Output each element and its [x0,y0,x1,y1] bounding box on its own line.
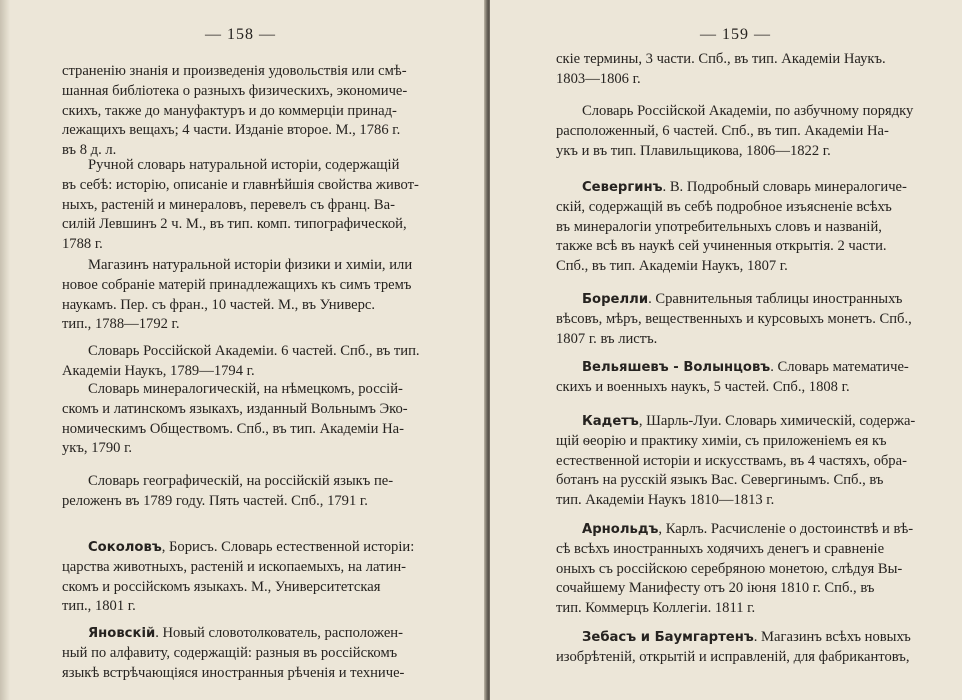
bibliography-entry [62,62,448,161]
text-line-rest: . Новый словотолкователь, расположен- [155,625,403,641]
page-number: — 158 — [205,26,276,43]
text-line: скомъ и латинскомъ языкахъ, изданный Вольнымъ Эко- [62,400,408,417]
text-line: ныхъ, растеній и минераловъ, перевелъ съ франц. Ва- [62,196,395,213]
bibliography-entry [556,50,934,90]
text-line: вѣсовъ, мѣръ, вещественныхъ и курсовыхъ монетъ. Спб., [556,310,912,327]
page-number: — 159 — [700,26,771,43]
text-line: шанная библіотека о разныхъ физическихъ, экономиче- [62,82,408,99]
text-line: 1807 г. въ листъ. [556,330,658,347]
text-line [556,290,934,310]
text-line [556,520,934,540]
text-line: тип., 1801 г. [62,598,136,615]
text-line: скихъ, также до мануфактуръ и до коммерціи принад- [62,102,397,119]
bibliography-entry [62,256,448,335]
text-line: скихъ и военныхъ наукъ, 5 частей. Спб., 1808 г. [556,378,850,395]
text-line: реложенъ въ 1789 году. Пять частей. Спб., 1791 г. [62,492,368,509]
text-line [556,358,934,378]
text-line: въ себѣ: исторію, описаніе и главнѣйшія свойства живот- [62,176,419,193]
bibliography-entry [556,290,934,349]
author-name: Арнольдъ [582,522,659,537]
text-line: сочайшему Манифесту отъ 20 іюня 1810 г. Спб., въ [556,580,875,597]
text-line [62,538,448,558]
bibliography-entry [62,156,448,255]
text-line: тип. Коммерцъ Коллегіи. 1811 г. [556,600,756,617]
text-line: оныхъ съ россійскою серебряною монетою, слѣдуя Вы- [556,560,903,577]
text-line: Ручной словарь натуральной исторіи, содержащій [88,157,400,173]
text-line: Спб., въ тип. Академіи Наукъ, 1807 г. [556,258,788,275]
text-line: скій, содержащій въ себѣ подробное изъясненіе всѣхъ [556,198,892,215]
text-line: новое собраніе матерій принадлежащихъ къ симъ тремъ [62,276,412,293]
text-line [556,412,934,432]
author-name: Яновскій [88,626,156,641]
text-line: тип., 1788—1792 г. [62,316,180,333]
bibliography-entry [62,624,448,683]
text-line-rest: . Сравнительныя таблицы иностранныхъ [648,291,903,307]
bibliography-entry [62,342,448,382]
text-line: Магазинъ натуральной исторіи физики и химіи, или [88,257,413,273]
text-line: Словарь географическій, на россійскій языкъ пе- [88,473,394,489]
author-name: Севергинъ [582,180,663,195]
text-line: тип. Академіи Наукъ 1810—1813 г. [556,492,775,509]
bibliography-entry [556,178,934,277]
text-line: въ минералогіи употребительныхъ словъ и названій, [556,218,882,235]
author-name: Зебасъ и Баумгартенъ [582,630,754,645]
bibliography-entry [556,358,934,398]
page-edge-shadow [0,0,10,700]
text-line: Словарь минералогическій, на нѣмецкомъ, россій- [88,381,403,397]
text-line: укъ и въ тип. Плавильщикова, 1806—1822 г. [556,142,831,159]
text-line-rest: , Шарль-Луи. Словарь химическій, содержа- [638,413,916,429]
text-line: естественной исторіи и искусствамъ, въ 4 частяхъ, обра- [556,452,907,469]
text-line: въ 8 д. л. [62,142,117,159]
text-line: ный по алфавиту, содержащій: разныя въ россійскомъ [62,644,398,661]
text-line [62,624,448,644]
bibliography-entry [556,520,934,619]
text-line: лежащихъ вещахъ; 4 части. Изданіе второе. М., 1786 г. [62,122,401,139]
text-line: также всѣ въ наукѣ сей учиненныя открытія. 2 части. [556,238,887,255]
text-line: 1803—1806 г. [556,70,641,87]
bibliography-entry [62,472,448,512]
text-line-rest: . Магазинъ всѣхъ новыхъ [753,629,911,645]
text-line: скомъ и россійскомъ языкахъ. М., Университетская [62,578,381,595]
text-line-rest: . Словарь математиче- [770,359,909,375]
text-line: силій Левшинъ 2 ч. М., въ тип. комп. типографической, [62,216,407,233]
text-line: Академіи Наукъ, 1789—1794 г. [62,362,255,379]
bibliography-entry [556,412,934,511]
bibliography-entry [556,628,934,668]
text-line: изобрѣтеній, открытій и исправленій, для фабрикантовъ, [556,648,910,665]
text-line-rest: , Борисъ. Словарь естественной исторіи: [161,539,415,555]
text-line: номическимъ Обществомъ. Спб., въ тип. Академіи На- [62,420,404,437]
right-page [490,0,962,700]
text-line: царства животныхъ, растеній и ископаемыхъ, на латин- [62,558,407,575]
text-line: щій ѳеорію и практику химіи, съ приложеніемъ ея къ [556,432,887,449]
author-name: Кадетъ [582,414,639,429]
text-line: укъ, 1790 г. [62,440,133,457]
bibliography-entry [556,102,934,161]
text-line [556,628,934,648]
author-name: Вельяшевъ - Волынцовъ [582,360,771,375]
text-line: 1788 г. [62,236,103,253]
text-line: языкѣ встрѣчающіяся иностранныя рѣченія и техниче- [62,664,405,681]
text-line [556,178,934,198]
bibliography-entry [62,380,448,459]
text-line: страненію знанія и произведенія удовольствія или смѣ- [62,63,407,79]
author-name: Соколовъ [88,540,162,555]
text-line: расположенный, 6 частей. Спб., въ тип. Академіи На- [556,122,889,139]
text-line-rest: , Карлъ. Расчисленіе о достоинствѣ и вѣ- [658,521,914,537]
text-line: Словарь Россійской Академіи. 6 частей. Спб., въ тип. [88,343,420,359]
text-line-rest: . В. Подробный словарь минералогиче- [662,179,907,195]
text-line: скіе термины, 3 части. Спб., въ тип. Академіи Наукъ. [556,51,886,67]
text-line: наукамъ. Пер. съ фран., 10 частей. М., въ Универс. [62,296,376,313]
text-line: Словарь Россійской Академіи, по азбучному порядку [582,103,914,119]
text-line: сѣ всѣхъ иностранныхъ ходячихъ денегъ и сравненіе [556,540,885,557]
author-name: Борелли [582,292,649,307]
bibliography-entry [62,538,448,617]
text-line: ботанъ на русскій языкъ Вас. Севергинымъ. Спб., въ [556,472,884,489]
